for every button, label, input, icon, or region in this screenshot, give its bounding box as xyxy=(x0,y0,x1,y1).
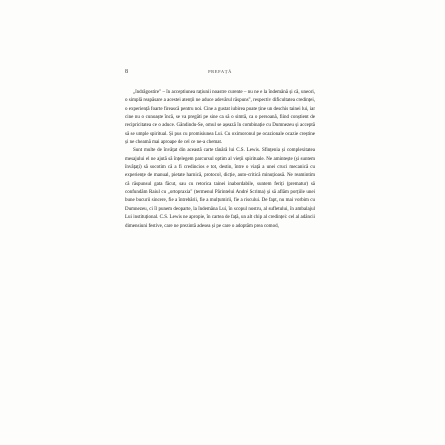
page-header xyxy=(125,69,315,79)
running-head: PREFAȚĂ xyxy=(208,69,232,74)
body-text xyxy=(125,89,315,231)
page-number: 8 xyxy=(125,69,128,75)
paragraph: Sunt multe de învățat din această carte tânără lui C.S. Lewis. Sfințenia și complexitatea mesajului el ne ajută să înțelegem parcursul optim al vieții spirituale. Ne amintește (și suntem învățați) să socotim că a fi credincios e tot, destin, între o viață a unei cruci mecanică cu experiențe de manual, pietate harnică, protocol, dicție, auto-critică minuțioasă. Ne reamintim că răspunsul gata făcut, sau cu retorica tainei inabordabile, suntem feriți (prematur) să confundăm Raiul cu „ortopraxia" (termenul Părintelui André Scrima) și să aflăm porțiile unei bune bucurii sincere, fie a întrebării, fie a mulțumirii, fie a riscului. De fapt, nu mai vorbim cu Dumnezeu, ci îl punem deoparte, la îndemâna Lui, în scopul nostru, al sufletului, în ambalajul Lui instituțional. C.S. Lewis ne apropie, în cartea de față, un alt chip al credinței: cel al adâncii dimensiuni festive, care ne prezintă adesea și pe care o adoptăm prea comod, xyxy=(125,148,315,229)
paragraph: „îndrăgostire" – în acceptiunea rațiunii noastre curente – nu ne e la îndemână și că, uneori, o simplă reapăsare a acestei atenții ne aduce adevărul răspuns", respectiv dificultatea credinței, o experiență foarte firească pentru noi. Cine a gustat iubirea poate ține un deschis tainei lui, iar cine nu o cunoaște încă, se va pregăti pe sine ca să o simtă, ca o persoană, fiind conștient de recipricitatea ce o aduce. Găndindu-Se, omul se așează în combinație cu Dumnezeu și acceptă să se umple spiritual. Și pus cu promisiunea Lui. Cu oximoronul pe ocazionale ocazie creștine și ne cheamă mai aproape de cel ce ne-a chemat. xyxy=(125,90,315,146)
